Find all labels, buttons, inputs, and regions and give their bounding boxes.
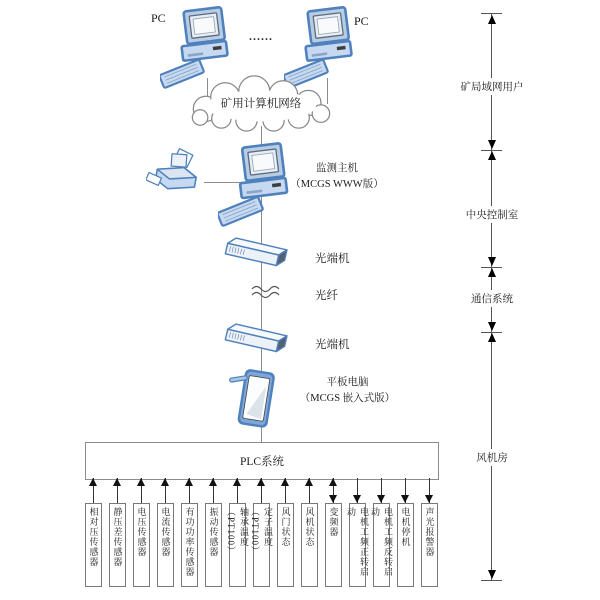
plc-label: PLC系统 bbox=[239, 456, 285, 468]
sensor-box bbox=[370, 478, 393, 587]
sensor-box-frame bbox=[133, 503, 150, 587]
sensor-box-frame bbox=[226, 503, 249, 587]
sensor-box-frame bbox=[346, 503, 369, 587]
sensor-arrowhead-up bbox=[257, 478, 265, 486]
sensor-arrow bbox=[156, 478, 174, 503]
sensor-box-frame bbox=[85, 503, 102, 587]
sensor-box-frame bbox=[181, 503, 198, 587]
zone-label-fan-room: 风机房 bbox=[473, 449, 511, 466]
sensor-arrowhead-down bbox=[401, 495, 409, 503]
plc-box bbox=[85, 442, 439, 480]
sensor-arrowhead-up bbox=[209, 478, 217, 486]
sensor-label: 电压传感器 bbox=[136, 507, 147, 557]
sensor-box-frame bbox=[109, 503, 126, 587]
sensor-box-frame bbox=[301, 503, 318, 587]
sensor-arrow bbox=[420, 478, 438, 503]
sensor-arrowhead-up bbox=[137, 478, 145, 486]
sensor-arrow bbox=[348, 478, 366, 503]
sensor-box-frame bbox=[397, 503, 414, 587]
sensor-box-frame bbox=[421, 503, 438, 587]
sensor-arrow bbox=[108, 478, 126, 503]
sensor-box bbox=[204, 478, 222, 587]
tablet-version: （MCGS 嵌入式版） bbox=[299, 393, 396, 404]
sensor-box-frame bbox=[205, 503, 222, 587]
sensor-box bbox=[108, 478, 126, 587]
sensor-label: 轴承温度（PT100） bbox=[226, 507, 249, 557]
axis-arrow-down-icon bbox=[488, 570, 496, 579]
sensor-box bbox=[396, 478, 414, 587]
sensor-arrow bbox=[132, 478, 150, 503]
sensor-arrowhead-up bbox=[161, 478, 169, 486]
printer-icon bbox=[146, 148, 208, 210]
sensor-label: 静压差传感器 bbox=[112, 507, 123, 567]
zone-label-central-control-room: 中央控制室 bbox=[463, 206, 522, 223]
axis-arrow-down-icon bbox=[488, 322, 496, 331]
pc-left-label: PC bbox=[151, 11, 166, 25]
sensor-arrowhead-up bbox=[185, 478, 193, 486]
optical-terminal-bottom-icon bbox=[219, 321, 293, 361]
sensor-label: 变频器 bbox=[328, 507, 339, 537]
sensor-arrow bbox=[372, 478, 390, 503]
optical-terminal-top-icon bbox=[219, 235, 293, 275]
axis-tick bbox=[481, 580, 502, 581]
axis-arrow-up-icon bbox=[488, 268, 496, 277]
sensor-label: 电机工频正转启动 bbox=[346, 507, 369, 577]
sensor-box bbox=[84, 478, 102, 587]
sensor-arrow bbox=[300, 478, 318, 503]
tablet-icon bbox=[228, 364, 284, 436]
sensor-box-frame bbox=[250, 503, 273, 587]
axis-arrow-up-icon bbox=[488, 333, 496, 342]
axis-arrow-down-icon bbox=[488, 257, 496, 266]
sensor-arrowhead-up bbox=[113, 478, 121, 486]
sensor-arrow bbox=[276, 478, 294, 503]
sensor-arrowhead-up bbox=[233, 478, 241, 486]
sensor-box bbox=[132, 478, 150, 587]
host-version: （MCGS WWW版） bbox=[290, 179, 384, 190]
network-cloud-label: 矿用计算机网络 bbox=[220, 98, 302, 110]
sensor-box bbox=[180, 478, 198, 587]
axis-tick bbox=[481, 13, 502, 14]
axis-arrow-down-icon bbox=[488, 140, 496, 149]
sensor-box-frame bbox=[370, 503, 393, 587]
sensor-box bbox=[346, 478, 369, 587]
fiber-squiggle-icon bbox=[249, 283, 287, 301]
sensor-box bbox=[300, 478, 318, 587]
sensor-box bbox=[226, 478, 249, 587]
axis-arrow-up-icon bbox=[488, 15, 496, 24]
sensor-box bbox=[250, 478, 273, 587]
sensor-label: 有功功率传感器 bbox=[184, 507, 195, 577]
sensor-box bbox=[324, 478, 342, 587]
sensor-arrowhead-up bbox=[305, 478, 313, 486]
sensor-arrow bbox=[180, 478, 198, 503]
sensor-label: 风门状态 bbox=[280, 507, 291, 547]
sensor-arrowhead-up bbox=[89, 478, 97, 486]
sensor-arrowhead-up bbox=[281, 478, 289, 486]
sensor-arrowhead-down bbox=[377, 495, 385, 503]
sensor-label: 相对压传感器 bbox=[88, 507, 99, 567]
sensor-arrow bbox=[228, 478, 246, 503]
pc-right-label: PC bbox=[354, 14, 369, 28]
sensor-arrowhead-down bbox=[329, 495, 337, 503]
sensor-box-frame bbox=[157, 503, 174, 587]
optical-terminal-top-label: 光端机 bbox=[315, 253, 350, 265]
sensor-arrowhead-down bbox=[425, 495, 433, 503]
sensor-arrow bbox=[84, 478, 102, 503]
sensor-label: 电机工频反转启动 bbox=[370, 507, 393, 577]
zone-label-communication-system: 通信系统 bbox=[468, 290, 516, 307]
sensor-label: 风机状态 bbox=[304, 507, 315, 547]
sensor-arrow bbox=[324, 478, 342, 503]
sensor-arrowhead-down bbox=[353, 495, 361, 503]
tablet-label bbox=[285, 375, 410, 407]
sensor-row bbox=[84, 478, 438, 587]
sensor-label: 声光报警器 bbox=[424, 507, 435, 557]
sensor-label: 电机停机 bbox=[400, 507, 411, 547]
fiber-label: 光纤 bbox=[315, 290, 338, 302]
sensor-label: 振动传感器 bbox=[208, 507, 219, 557]
sensor-arrowhead-up bbox=[329, 478, 337, 486]
host-name: 监测主机 bbox=[316, 163, 358, 174]
sensor-arrow bbox=[396, 478, 414, 503]
sensor-box-frame bbox=[325, 503, 342, 587]
sensor-box bbox=[420, 478, 438, 587]
sensor-box bbox=[156, 478, 174, 587]
host-label bbox=[278, 161, 396, 193]
sensor-box-frame bbox=[277, 503, 294, 587]
sensor-arrow bbox=[252, 478, 270, 503]
ellipsis-dots: ...... bbox=[249, 29, 273, 43]
tablet-name: 平板电脑 bbox=[326, 377, 369, 388]
sensor-label: 电流传感器 bbox=[160, 507, 171, 557]
sensor-label: 定子温度（PT100） bbox=[250, 507, 273, 557]
sensor-arrow bbox=[204, 478, 222, 503]
optical-terminal-bottom-label: 光端机 bbox=[315, 339, 350, 351]
axis-arrow-up-icon bbox=[488, 151, 496, 160]
sensor-box bbox=[276, 478, 294, 587]
zone-label-mine-lan-users: 矿局域网用户 bbox=[458, 78, 527, 95]
